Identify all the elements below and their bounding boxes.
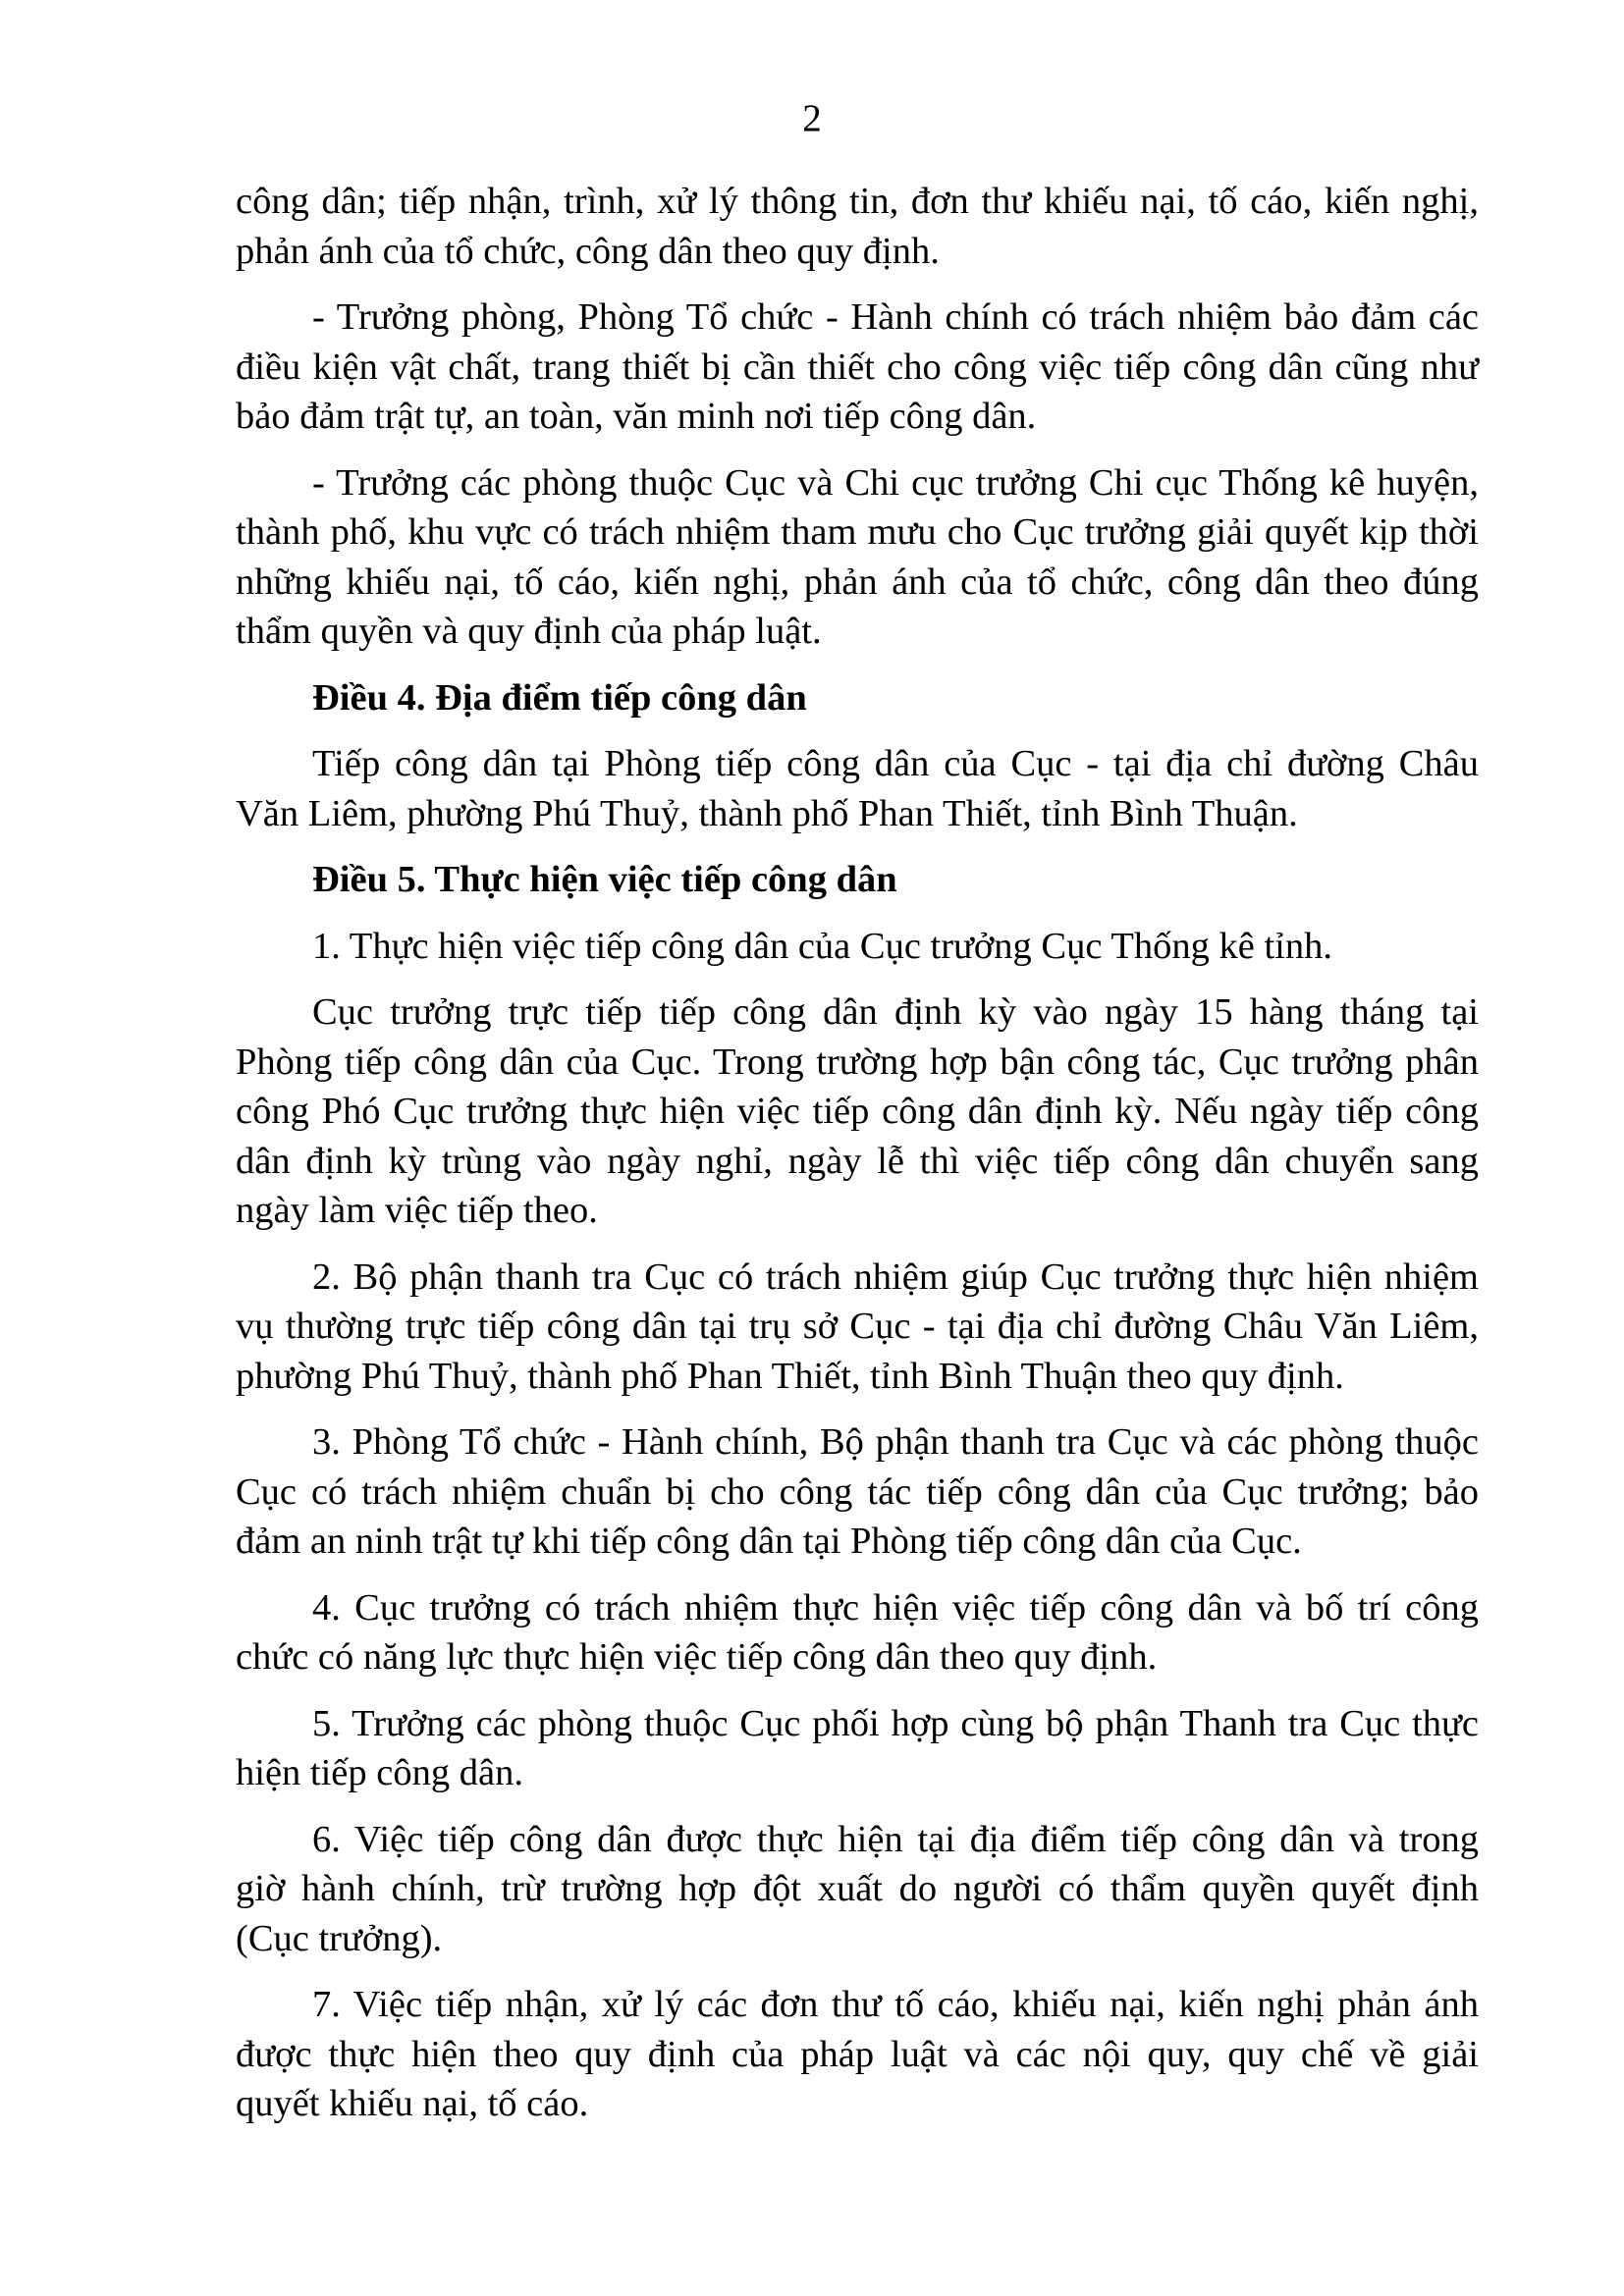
text-line: 7. Việc tiếp nhận, xử lý các đơn thư tố cáo, khiếu nại, kiến nghị phản ánh <box>312 1984 1479 2025</box>
article-heading <box>236 673 1479 723</box>
paragraph <box>236 293 1479 442</box>
text-line: 6. Việc tiếp công dân được thực hiện tại địa điểm tiếp công dân và trong <box>312 1818 1479 1860</box>
text-line: - Trưởng phòng, Phòng Tổ chức - Hành chính có trách nhiệm bảo đảm các <box>312 296 1479 338</box>
text-line: những khiếu nại, tố cáo, kiến nghị, phản ánh của tổ chức, công dân theo đúng <box>236 561 1479 603</box>
text-line: công Phó Cục trưởng thực hiện việc tiếp công dân định kỳ. Nếu ngày tiếp công <box>236 1091 1479 1132</box>
text-line: hiện tiếp công dân. <box>236 1752 523 1793</box>
text-line: đảm an ninh trật tự khi tiếp công dân tại Phòng tiếp công dân của Cục. <box>236 1521 1302 1562</box>
text-line: Phòng tiếp công dân của Cục. Trong trường hợp bận công tác, Cục trưởng phân <box>236 1041 1479 1083</box>
text-line: 1. Thực hiện việc tiếp công dân của Cục trưởng Cục Thống kê tỉnh. <box>312 925 1332 967</box>
text-line: Văn Liêm, phường Phú Thuỷ, thành phố Phan Thiết, tỉnh Bình Thuận. <box>236 792 1298 834</box>
paragraph <box>236 1253 1479 1402</box>
text-line: ngày làm việc tiếp theo. <box>236 1190 598 1231</box>
text-line: điều kiện vật chất, trang thiết bị cần thiết cho công việc tiếp công dân cũng như <box>236 346 1479 388</box>
text-line: Điều 4. Địa điểm tiếp công dân <box>312 676 807 719</box>
paragraph <box>236 988 1479 1236</box>
paragraph <box>236 458 1479 657</box>
text-line: thành phố, khu vực có trách nhiệm tham mưu cho Cục trưởng giải quyết kịp thời <box>236 511 1479 553</box>
text-line: thẩm quyền và quy định của pháp luật. <box>236 611 822 652</box>
paragraph <box>236 1699 1479 1798</box>
paragraph <box>236 1583 1479 1682</box>
text-line: 4. Cục trưởng có trách nhiệm thực hiện việc tiếp công dân và bố trí công <box>312 1586 1479 1629</box>
text-line: được thực hiện theo quy định của pháp luật và các nội quy, quy chế về giải <box>236 2033 1479 2075</box>
text-line: giờ hành chính, trừ trường hợp đột xuất do người có thẩm quyền quyết định <box>236 1868 1479 1909</box>
paragraph <box>236 1815 1479 1964</box>
text-line: chức có năng lực thực hiện việc tiếp công dân theo quy định. <box>236 1636 1158 1678</box>
text-line: Cục có trách nhiệm chuẩn bị cho công tác tiếp công dân của Cục trưởng; bảo <box>236 1470 1479 1513</box>
page-number: 2 <box>802 97 822 139</box>
text-line: 3. Phòng Tổ chức - Hành chính, Bộ phận thanh tra Cục và các phòng thuộc <box>312 1421 1479 1463</box>
text-line: bảo đảm trật tự, an toàn, văn minh nơi tiếp công dân. <box>236 396 1037 437</box>
text-line: (Cục trưởng). <box>236 1917 443 1959</box>
text-line: quyết khiếu nại, tố cáo. <box>236 2083 589 2124</box>
text-line: Cục trưởng trực tiếp tiếp công dân định kỳ vào ngày 15 hàng tháng tại <box>312 991 1479 1033</box>
text-line: - Trưởng các phòng thuộc Cục và Chi cục trưởng Chi cục Thống kê huyện, <box>312 461 1479 504</box>
text-line: Tiếp công dân tại Phòng tiếp công dân của Cục - tại địa chỉ đường Châu <box>312 743 1479 784</box>
text-line: 5. Trưởng các phòng thuộc Cục phối hợp cùng bộ phận Thanh tra Cục thực <box>312 1702 1479 1744</box>
paragraph <box>236 1980 1479 2129</box>
text-line: dân định kỳ trùng vào ngày nghỉ, ngày lễ thì việc tiếp công dân chuyển sang <box>236 1140 1479 1182</box>
text-line: 2. Bộ phận thanh tra Cục có trách nhiệm giúp Cục trưởng thực hiện nhiệm <box>312 1255 1479 1298</box>
text-line: Điều 5. Thực hiện việc tiếp công dân <box>312 859 897 900</box>
paragraph <box>236 177 1479 276</box>
paragraph <box>236 922 1479 972</box>
text-line: phường Phú Thuỷ, thành phố Phan Thiết, tỉnh Bình Thuận theo quy định. <box>236 1355 1344 1397</box>
paragraph <box>236 739 1479 838</box>
article-heading <box>236 855 1479 905</box>
text-line: công dân; tiếp nhận, trình, xử lý thông tin, đơn thư khiếu nại, tố cáo, kiến nghị, <box>236 181 1479 222</box>
text-line: phản ánh của tổ chức, công dân theo quy định. <box>236 230 940 272</box>
paragraph <box>236 1417 1479 1567</box>
document-body <box>236 177 1479 2146</box>
text-line: vụ thường trực tiếp công dân tại trụ sở Cục - tại địa chỉ đường Châu Văn Liêm, <box>236 1306 1479 1347</box>
